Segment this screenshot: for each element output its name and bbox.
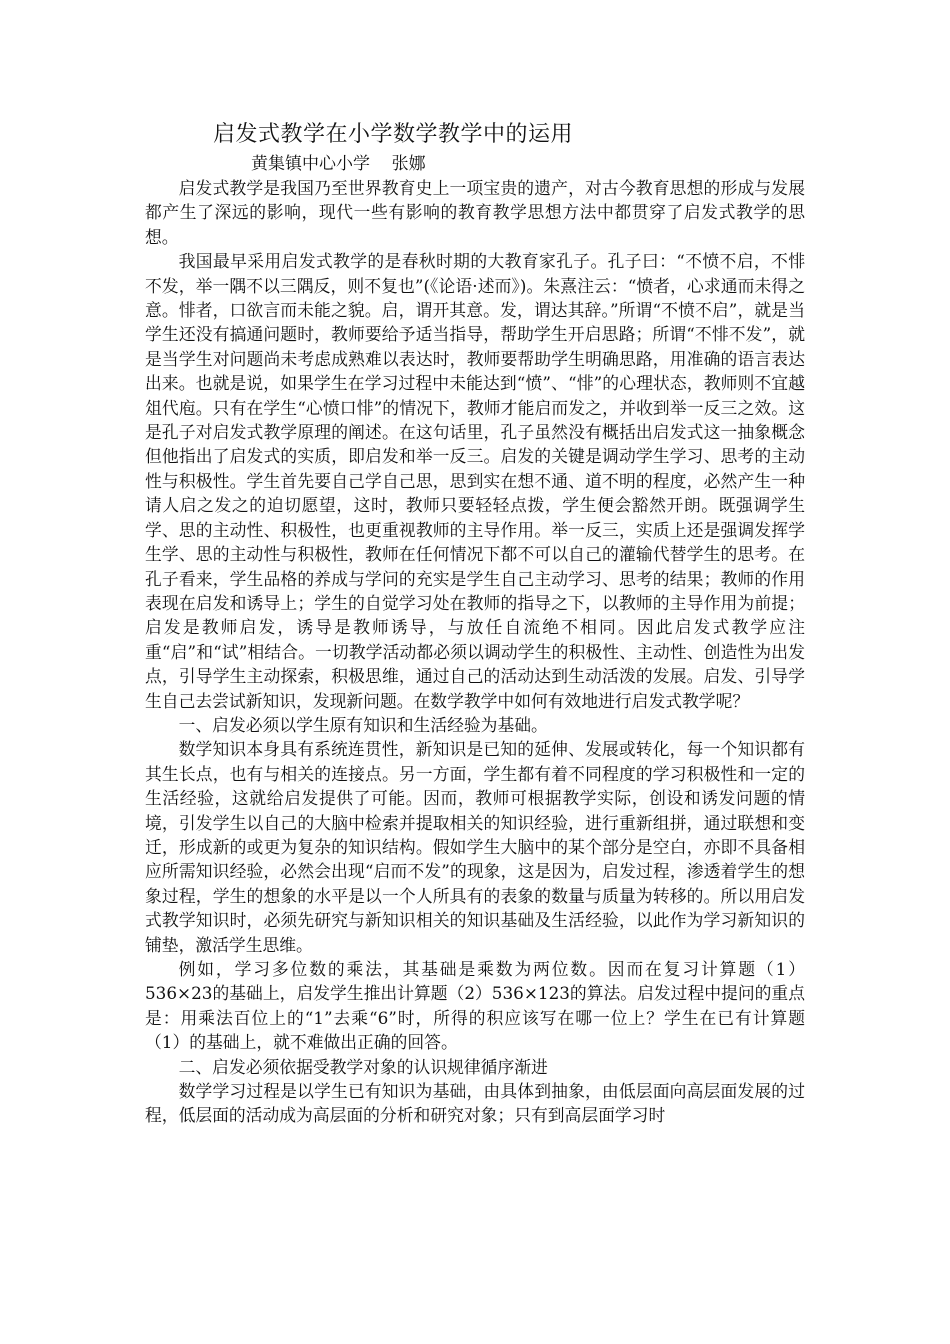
paragraph-section-1: 数学知识本身具有系统连贯性，新知识是已知的延伸、发展或转化，每一个知识都有其生长点，也有与相关的连接点。另一方面，学生都有着不同程度的学习积极性和一定的生活经验，这就给启发提供了可能。因而，教师可根据教学实际，创设和诱发问题的情境，引发学生以自己的大脑中检索并提取相关的知识经验，进行重新组拼，通过联想和变迁，形成新的或更为复杂的知识结构。假如学生大脑中的某个部分是空白，亦即不具备相应所需知识经验，必然会出现“启而不发”的现象，这是因为，启发过程，渗透着学生的想象过程，学生的想象的水平是以一个人所具有的表象的数量与质量为转移的。所以用启发式教学知识时，必须先研究与新知识相关的知识基础及生活经验，以此作为学习新知识的铺垫，激活学生思维。: [145, 739, 805, 955]
paragraph-confucius: 我国最早采用启发式教学的是春秋时期的大教育家孔子。孔子曰：“不愤不启，不悱不发，举一隅不以三隅反，则不复也”(《论语·述而》)。朱熹注云：“愤者，心求通而未得之意。悱者，口欲言而未能之貌。启，谓开其意。发，谓达其辞。”所谓“不愤不启”，就是当学生还没有搞通问题时，教师要给予适当指导，帮助学生开启思路；所谓“不悱不发”，就是当学生对问题尚未考虑成熟难以表达时，教师要帮助学生明确思路，用准确的语言表达出来。也就是说，如果学生在学习过程中未能达到“愤”、“悱”的心理状态，教师则不宜越俎代庖。只有在学生“心愤口悱”的情况下，教师才能启而发之，并收到举一反三之效。这是孔子对启发式教学原理的阐述。在这句话里，孔子虽然没有概括出启发式这一抽象概念但他指出了启发式的实质，即启发和举一反三。启发的关键是调动学生学习、思考的主动性与积极性。学生首先要自己学自己思，思到实在想不通、道不明的程度，必然产生一种请人启之发之的迫切愿望，这时，教师只要轻轻点拨，学生便会豁然开朗。既强调学生学、思的主动性、积极性，也更重视教师的主导作用。举一反三，实质上还是强调发挥学生学、思的主动性与积极性，教师在任何情况下都不可以自己的灌输代替学生的思考。在孔子看来，学生品格的养成与学问的充实是学生自己主动学习、思考的结果；教师的作用表现在启发和诱导上；学生的自觉学习处在教师的指导之下，以教师的主导作用为前提；启发是教师启发，诱导是教师诱导，与放任自流绝不相同。因此启发式教学应注重“启”和“试”相结合。一切教学活动都必须以调动学生的积极性、主动性、创造性为出发点，引导学生主动探索，积极思维，通过自己的活动达到生动活泼的发展。启发、引导学生自己去尝试新知识，发现新问题。在数学教学中如何有效地进行启发式教学呢？: [145, 251, 805, 711]
document-author: 黄集镇中心小学 张娜: [251, 154, 426, 174]
paragraph-section-2: 数学学习过程是以学生已有知识为基础，由具体到抽象，由低层面向高层面发展的过程，低层面的活动成为高层面的分析和研究对象；只有到高层面学习时: [145, 1081, 805, 1126]
section-heading-1: 一、启发必须以学生原有知识和生活经验为基础。: [178, 714, 548, 735]
document-title: 启发式教学在小学数学教学中的运用: [213, 122, 574, 147]
document-page: [145, 118, 805, 1128]
paragraph-intro: 启发式教学是我国乃至世界教育史上一项宝贵的遗产，对古今教育思想的形成与发展都产生了深远的影响，现代一些有影响的教育教学思想方法中都贯穿了启发式教学的思想。: [145, 178, 805, 247]
section-heading-2: 二、启发必须依据受教学对象的认识规律循序渐进: [178, 1056, 548, 1077]
paragraph-example: 例如，学习多位数的乘法，其基础是乘数为两位数。因而在复习计算题（1）536×23的基础上，启发学生推出计算题（2）536×123的算法。启发过程中提问的重点是：用乘法百位上的“1”去乘“6”时，所得的积应该写在哪一位上？学生在已有计算题（1）的基础上，就不难做出正确的回答。: [145, 959, 805, 1053]
